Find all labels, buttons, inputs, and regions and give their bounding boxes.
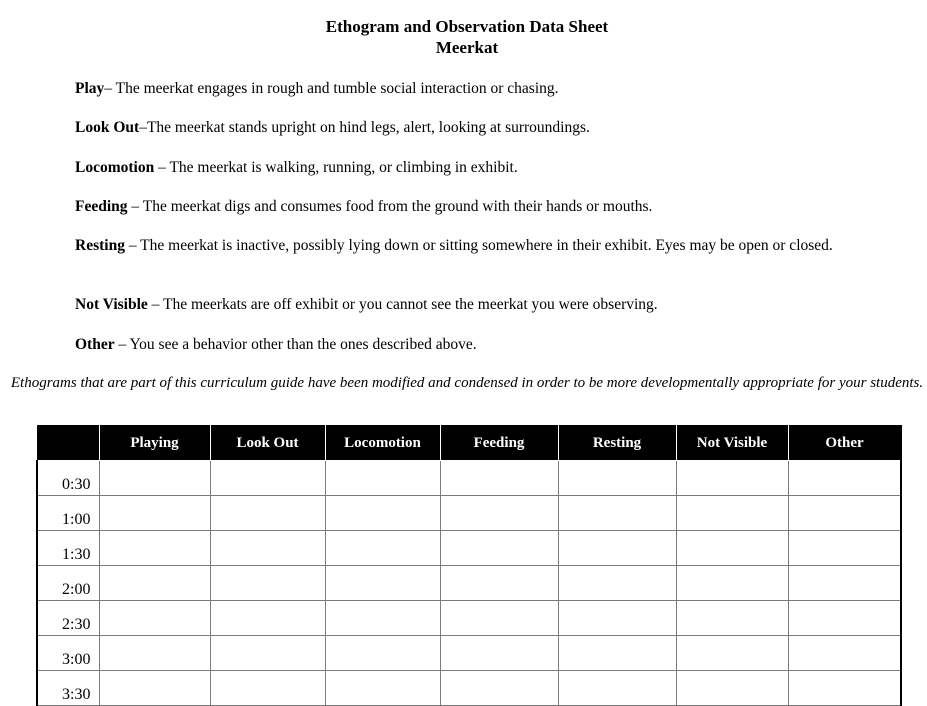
data-cell[interactable]: [440, 531, 558, 566]
data-cell[interactable]: [99, 531, 210, 566]
column-header-playing: Playing: [99, 426, 210, 461]
data-cell[interactable]: [440, 496, 558, 531]
curriculum-note: Ethograms that are part of this curriculum guide have been modified and condensed in order to be more developmentally appropriate for your students.: [10, 375, 924, 391]
document-subtitle: Meerkat: [435, 38, 499, 57]
definition-term: Not Visible: [75, 296, 148, 313]
data-cell[interactable]: [210, 671, 325, 706]
column-header-feeding: Feeding: [440, 426, 558, 461]
definition-feeding: [75, 197, 865, 217]
data-cell[interactable]: [558, 566, 676, 601]
data-cell[interactable]: [558, 531, 676, 566]
data-cell[interactable]: [676, 566, 788, 601]
definition-text: – The meerkat engages in rough and tumble social interaction or chasing.: [104, 80, 559, 97]
data-cell[interactable]: [676, 461, 788, 496]
document-title: Ethogram and Observation Data Sheet: [325, 17, 609, 36]
table-row: [37, 601, 901, 636]
data-cell[interactable]: [325, 636, 440, 671]
data-cell[interactable]: [99, 566, 210, 601]
time-label: 0:30: [37, 461, 99, 496]
column-header-locomotion: Locomotion: [325, 426, 440, 461]
data-cell[interactable]: [676, 531, 788, 566]
table-row: [37, 496, 901, 531]
definition-resting: [75, 236, 865, 256]
time-label: 1:00: [37, 496, 99, 531]
definition-text: – The meerkats are off exhibit or you cannot see the meerkat you were observing.: [147, 296, 658, 313]
observation-table: [36, 425, 902, 706]
data-cell[interactable]: [210, 496, 325, 531]
column-header-not-visible: Not Visible: [676, 426, 788, 461]
definition-term: Play: [75, 80, 105, 97]
table-row: [37, 566, 901, 601]
data-cell[interactable]: [788, 496, 901, 531]
data-cell[interactable]: [788, 636, 901, 671]
column-header-look-out: Look Out: [210, 426, 325, 461]
definition-not-visible: [75, 295, 865, 315]
time-label: 1:30: [37, 531, 99, 566]
data-cell[interactable]: [99, 671, 210, 706]
data-cell[interactable]: [788, 461, 901, 496]
data-cell[interactable]: [788, 531, 901, 566]
table-row: [37, 531, 901, 566]
time-label: 2:30: [37, 601, 99, 636]
data-cell[interactable]: [440, 671, 558, 706]
data-cell[interactable]: [325, 496, 440, 531]
time-label: 3:00: [37, 636, 99, 671]
data-cell[interactable]: [788, 671, 901, 706]
data-cell[interactable]: [558, 496, 676, 531]
data-cell[interactable]: [440, 636, 558, 671]
data-cell[interactable]: [210, 531, 325, 566]
data-cell[interactable]: [325, 671, 440, 706]
data-cell[interactable]: [325, 531, 440, 566]
data-cell[interactable]: [210, 636, 325, 671]
column-header-resting: Resting: [558, 426, 676, 461]
table-row: [37, 461, 901, 496]
data-cell[interactable]: [558, 671, 676, 706]
table-row: [37, 636, 901, 671]
header-corner: [37, 426, 99, 461]
table-row: [37, 671, 901, 706]
time-label: 2:00: [37, 566, 99, 601]
data-cell[interactable]: [99, 636, 210, 671]
column-header-other: Other: [788, 426, 901, 461]
data-cell[interactable]: [676, 671, 788, 706]
data-cell[interactable]: [788, 566, 901, 601]
definition-text: – The meerkat digs and consumes food from the ground with their hands or mouths.: [127, 198, 653, 215]
data-cell[interactable]: [558, 636, 676, 671]
data-cell[interactable]: [676, 601, 788, 636]
data-cell[interactable]: [558, 601, 676, 636]
definition-look-out: [75, 118, 865, 138]
data-cell[interactable]: [440, 461, 558, 496]
data-cell[interactable]: [325, 601, 440, 636]
data-cell[interactable]: [99, 461, 210, 496]
table-header-row: [37, 426, 901, 461]
definition-term: Resting: [75, 237, 125, 254]
data-cell[interactable]: [676, 496, 788, 531]
data-cell[interactable]: [440, 601, 558, 636]
definition-locomotion: [75, 158, 865, 178]
data-cell[interactable]: [325, 461, 440, 496]
definition-text: – The meerkat is walking, running, or climbing in exhibit.: [154, 159, 518, 176]
definition-text: – You see a behavior other than the ones described above.: [114, 336, 477, 353]
definition-text: – The meerkat is inactive, possibly lying down or sitting somewhere in their exhibit. Eyes may be open or closed.: [124, 237, 833, 254]
data-cell[interactable]: [325, 566, 440, 601]
data-cell[interactable]: [99, 601, 210, 636]
data-cell[interactable]: [210, 461, 325, 496]
definition-term: Other: [75, 336, 115, 353]
data-cell[interactable]: [676, 636, 788, 671]
definition-term: Feeding: [75, 198, 128, 215]
time-label: 3:30: [37, 671, 99, 706]
data-cell[interactable]: [210, 566, 325, 601]
data-cell[interactable]: [558, 461, 676, 496]
definition-play: [75, 79, 865, 99]
definition-term: Look Out: [75, 119, 140, 136]
data-cell[interactable]: [440, 566, 558, 601]
data-cell[interactable]: [788, 601, 901, 636]
definition-other: [75, 335, 865, 355]
definition-term: Locomotion: [75, 159, 155, 176]
data-cell[interactable]: [99, 496, 210, 531]
data-cell[interactable]: [210, 601, 325, 636]
definition-text: –The meerkat stands upright on hind legs, alert, looking at surroundings.: [139, 119, 590, 136]
